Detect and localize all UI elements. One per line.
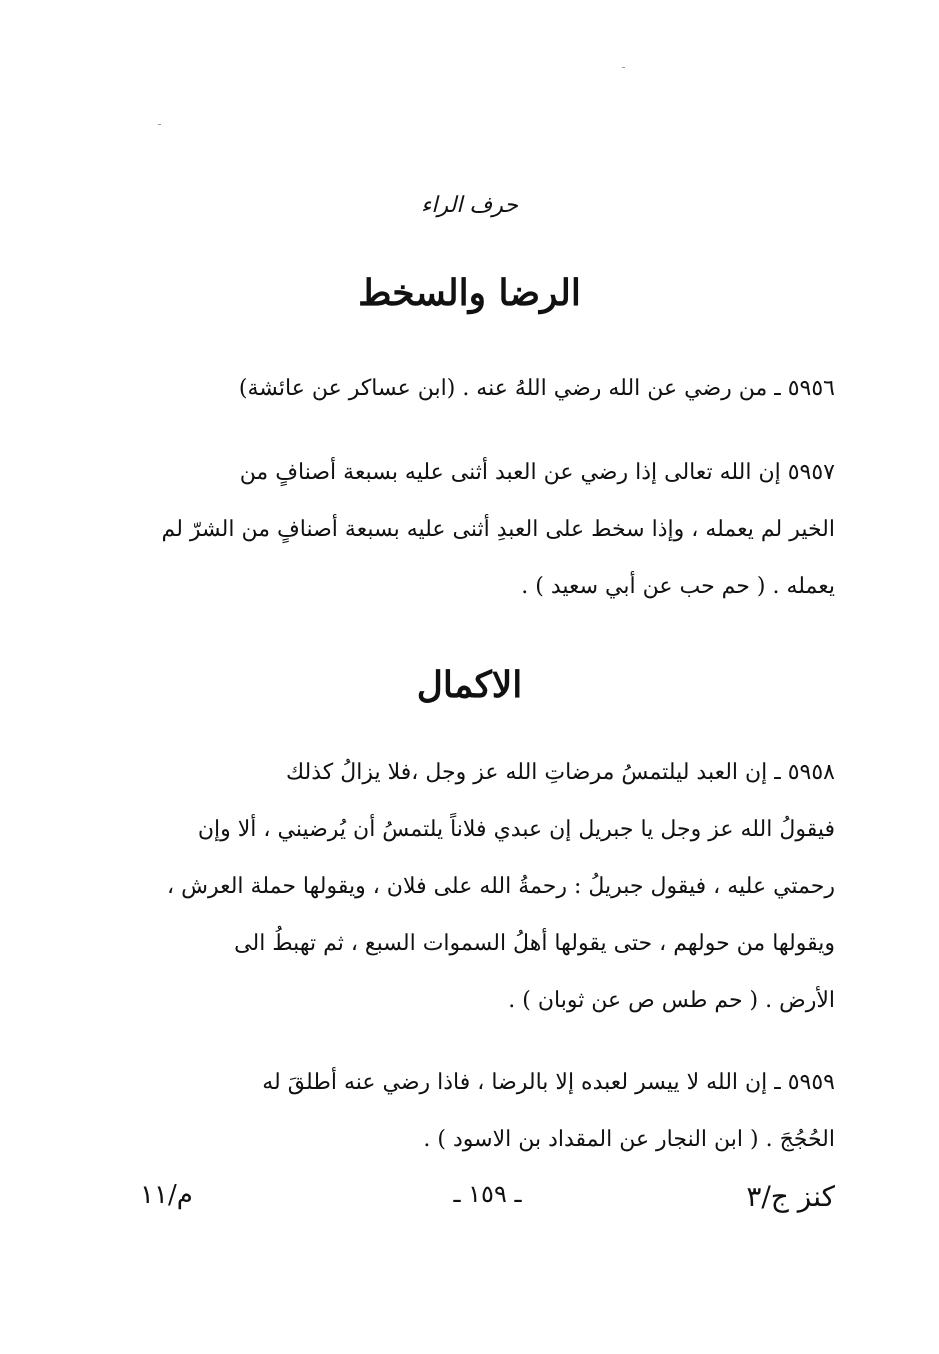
hadith-5959 [140,1054,835,1168]
section-title-ikmal: الاكمال [416,664,523,706]
scan-speck [158,124,161,125]
hadith-5958 [140,744,835,1029]
signature-kanz-volume: كنز ج/٣ [746,1180,835,1213]
chapter-heading: حرف الراء [421,193,518,218]
section-title-rida-sakhat: الرضا والسخط [358,272,581,314]
hadith-5957 [140,444,835,615]
hadith-5956 [140,360,835,417]
hadith-line: الأرض . ( حم طس ص عن ثوبان ) . [508,988,835,1013]
hadith-line: ويقولها من حولهم ، حتى يقولها أهلُ السموات السبع ، ثم تهبطُ الى [234,931,835,956]
page-number: ـ ١٥٩ ـ [453,1180,522,1208]
hadith-line: ٥٩٥٨ ـ إن العبد ليلتمسُ مرضاتِ الله عز وجل ،فلا يزالُ كذلك [286,760,835,785]
hadith-line: الخير لم يعمله ، وإذا سخط على العبدِ أثنى عليه بسبعة أصنافٍ من الشرّ لم [161,517,835,542]
hadith-line: ٥٩٥٧ إن الله تعالى إذا رضي عن العبد أثنى عليه بسبعة أصنافٍ من [239,460,835,485]
scan-speck [622,67,625,68]
hadith-line: رحمتي عليه ، فيقول جبريلُ : رحمةُ الله على فلان ، ويقولها حملة العرش ، [167,874,835,899]
page-footer [140,1180,835,1220]
hadith-line: يعمله . ( حم حب عن أبي سعيد ) . [521,574,835,599]
hadith-line: الحُجُجَ . ( ابن النجار عن المقداد بن الاسود ) . [423,1127,835,1152]
hadith-line: ٥٩٥٩ ـ إن الله لا ييسر لعبده إلا بالرضا ، فاذا رضي عنه أطلقَ له [262,1070,835,1095]
hadith-line: فيقولُ الله عز وجل يا جبريل إن عبدي فلاناً يلتمسُ أن يُرضيني ، ألا وإن [197,817,835,842]
signature-sheet: م/١١ [140,1180,193,1210]
hadith-line: ٥٩٥٦ ـ من رضي عن الله رضي اللهُ عنه . (ابن عساكر عن عائشة) [238,376,835,401]
